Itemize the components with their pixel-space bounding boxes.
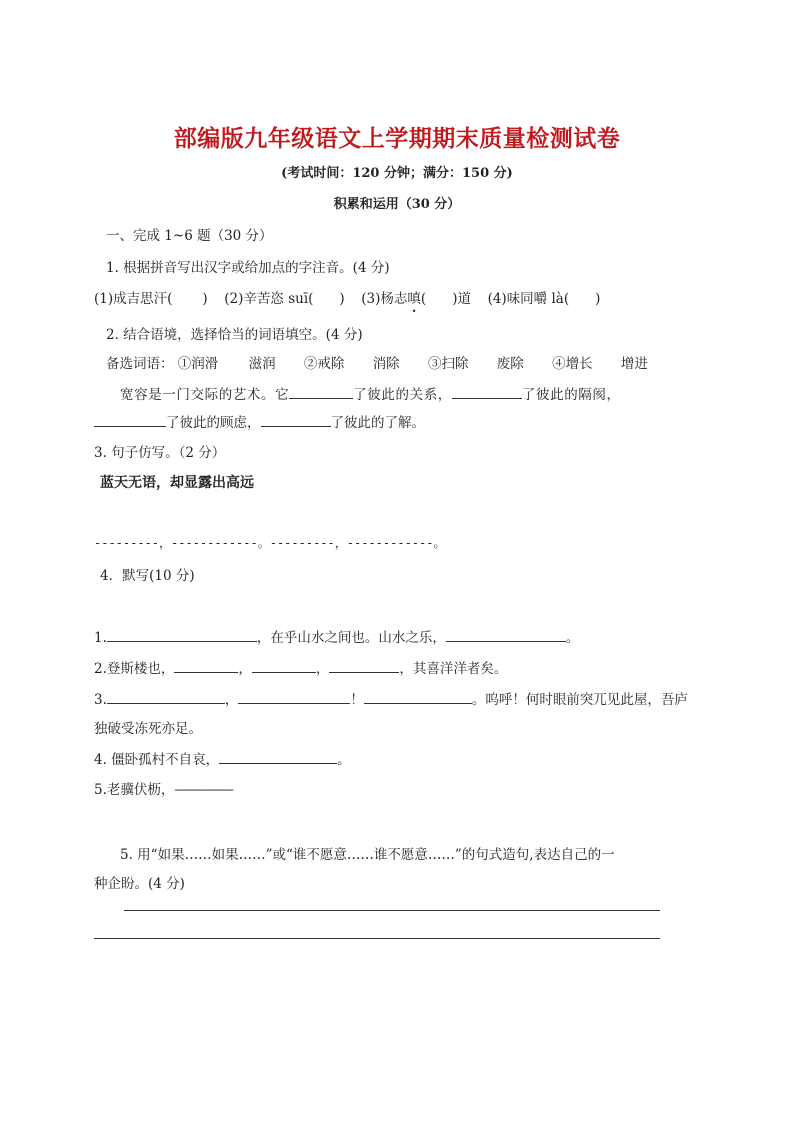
fill-dash[interactable]: —————: [174, 782, 232, 798]
fill-blank[interactable]: [329, 659, 399, 673]
question-1-items: [94, 287, 600, 307]
question-2-options: 备选词语： ①润滑 滋润 ②戒除 消除 ③扫除 废除 ④增长 增进: [106, 356, 648, 372]
question-3-example: 蓝天无语，却显露出高远: [100, 475, 254, 491]
dotted-character: 嗔: [407, 291, 421, 307]
fill-blank[interactable]: [94, 413, 166, 427]
question-1-prompt: 1. 根据拼音写出汉字或给加点的字注音。(4 分): [106, 260, 390, 276]
question-2-sentence-a: 宽容是一门交际的艺术。它 了彼此的关系， 了彼此的隔阂，: [120, 387, 621, 403]
q1-item-1: (1)成吉思汗( ): [94, 291, 208, 307]
fill-blank[interactable]: [364, 690, 472, 704]
recite-line-3: 3. ， ！ 。呜呼！何时眼前突兀见此屋，吾庐: [94, 692, 688, 708]
answer-line[interactable]: [124, 910, 660, 911]
option: ②戒除: [303, 356, 345, 372]
option: 滋润: [248, 356, 276, 372]
recite-line-4: 4. 僵卧孤村不自哀， 。: [94, 752, 351, 768]
fill-blank[interactable]: [289, 385, 353, 399]
option: 消除: [372, 356, 400, 372]
recite-line-1: 1. ，在乎山水之间也。山水之乐， 。: [94, 630, 580, 646]
q1-item-4: (4)味同嚼 là( ): [487, 291, 601, 307]
fill-blank[interactable]: [238, 690, 350, 704]
option: ①润滑: [177, 356, 219, 372]
question-2-prompt: 2. 结合语境，选择恰当的词语填空。(4 分): [106, 327, 363, 343]
part-heading: 一、完成 1~6 题（30 分）: [106, 228, 273, 244]
recite-line-3b: 独破受冻死亦足。: [94, 721, 202, 737]
option: ④增长: [552, 356, 593, 372]
exam-info: (考试时间：120 分钟；满分：150 分): [281, 166, 513, 181]
fill-blank[interactable]: [446, 628, 566, 642]
fill-blank[interactable]: [219, 750, 337, 764]
option: ③扫除: [427, 356, 469, 372]
question-4-prompt: 4．默写(10 分): [100, 568, 195, 584]
fill-blank[interactable]: [107, 690, 225, 704]
question-3-prompt: 3. 句子仿写。（2 分）: [94, 445, 226, 461]
document-title: 部编版九年级语文上学期期末质量检测试卷: [173, 125, 621, 152]
recite-line-5: 5.老骥伏枥，—————: [94, 782, 232, 798]
question-3-answer-template[interactable]: ---------，------------。---------，------------。: [94, 536, 446, 550]
option: 废除: [496, 356, 524, 372]
fill-blank[interactable]: [174, 659, 238, 673]
q1-item-3: (3)杨志嗔( )道: [361, 291, 471, 307]
recite-line-2: 2.登斯楼也， ， ， ，其喜洋洋者矣。: [94, 661, 508, 677]
question-5-prompt-b: 种企盼。(4 分): [94, 876, 185, 892]
fill-blank[interactable]: [107, 628, 257, 642]
fill-blank[interactable]: [452, 385, 522, 399]
option: 增进: [620, 356, 648, 372]
fill-blank[interactable]: [261, 413, 331, 427]
answer-line[interactable]: [94, 938, 660, 939]
q1-item-2: (2)辛苦恣 suī( ): [224, 291, 345, 307]
fill-blank[interactable]: [252, 659, 316, 673]
question-5-prompt-a: 5. 用“如果……如果……”或“谁不愿意……谁不愿意……”的句式造句,表达自己的一: [120, 847, 615, 863]
question-2-sentence-b: 了彼此的顾虑， 了彼此的了解。: [94, 411, 425, 431]
section-heading: 积累和运用（30 分）: [333, 197, 461, 212]
